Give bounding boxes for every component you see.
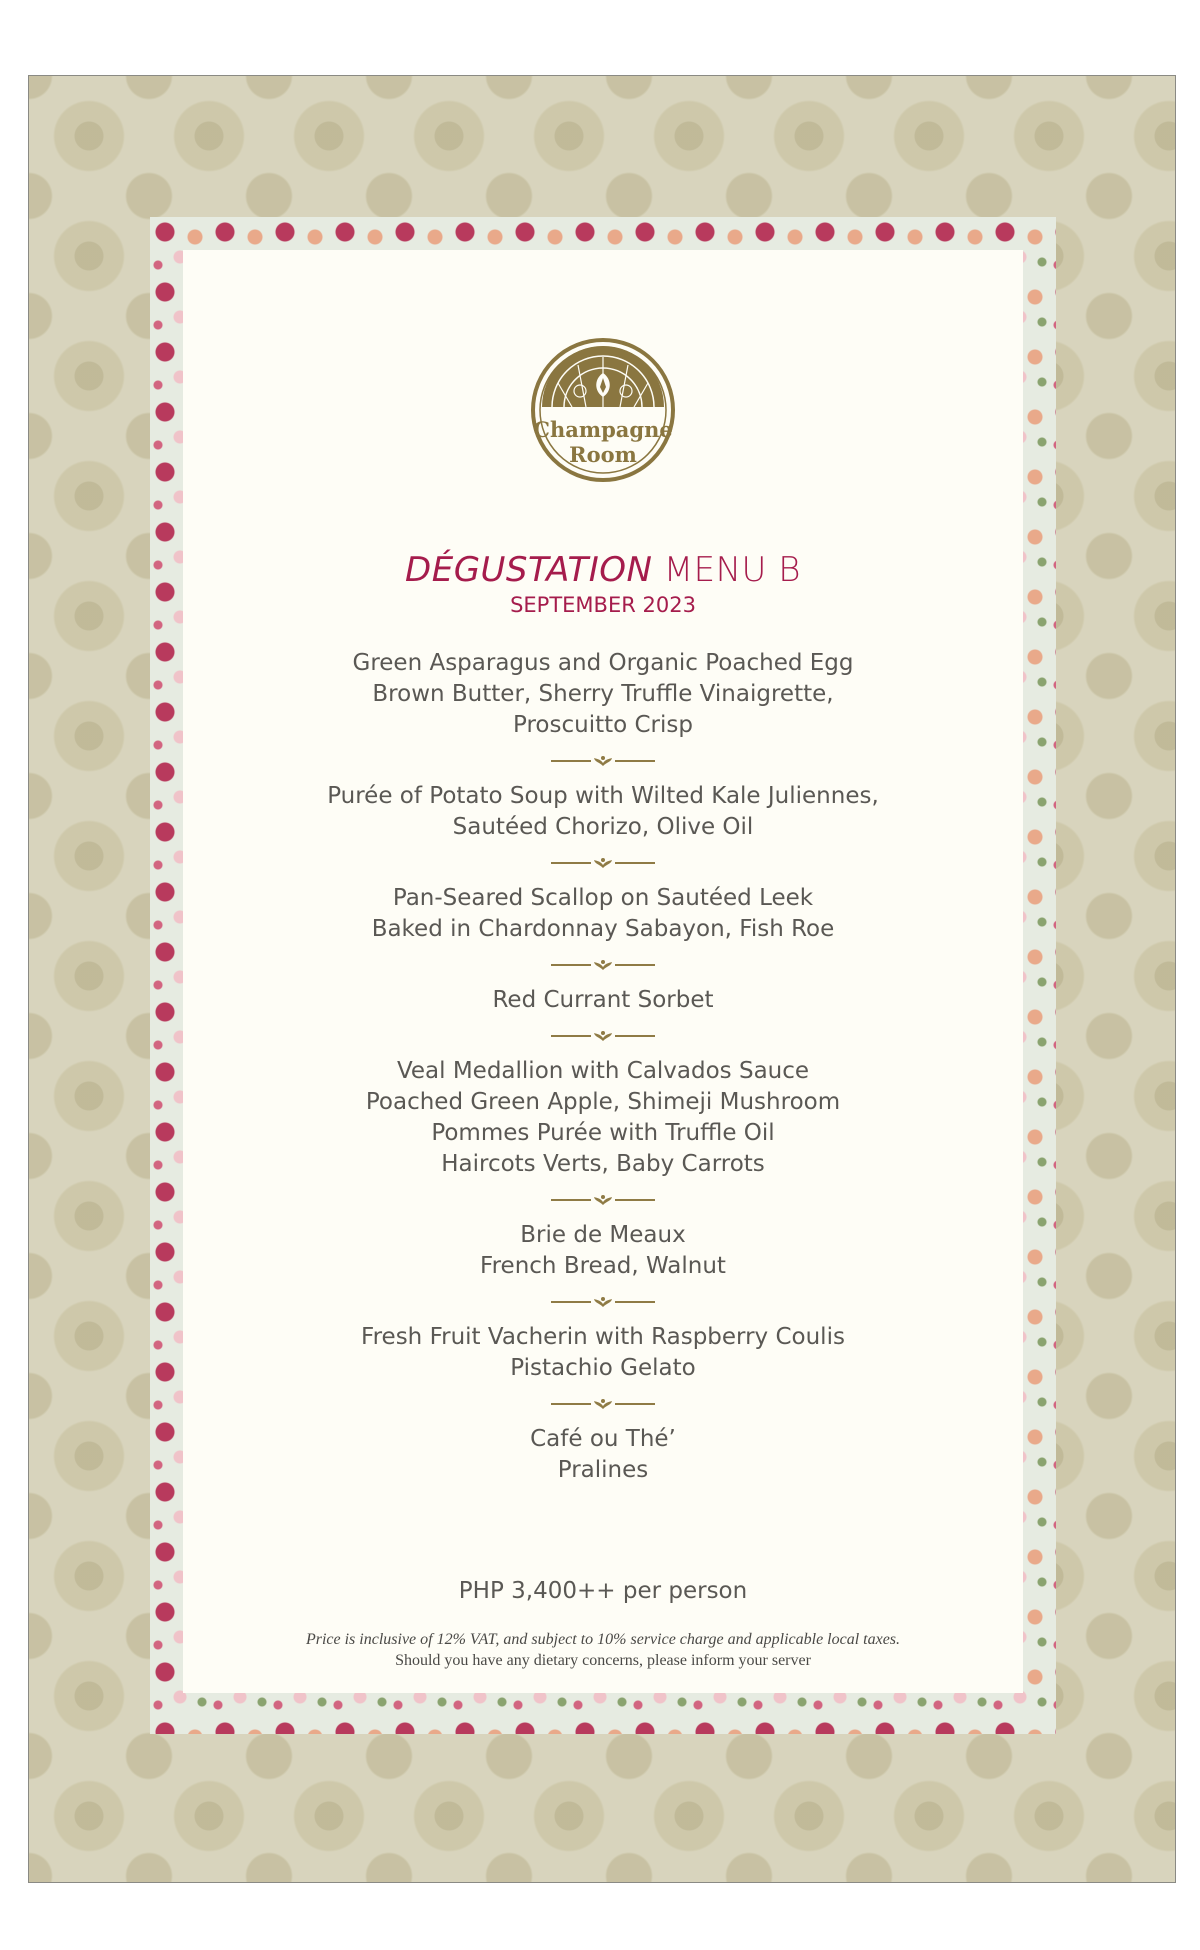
course-item: [183, 1056, 1023, 1180]
fleuron-divider-icon: [593, 957, 613, 973]
fleuron-divider-icon: [593, 1294, 613, 1310]
course-line: Red Currant Sorbet: [492, 987, 714, 1013]
course-line: Pan-Seared Scallop on Sautéed Leek: [392, 885, 814, 911]
course-line: Pistachio Gelato: [510, 1355, 696, 1381]
fleuron-divider-icon: [593, 1028, 613, 1044]
course-line: Haircots Verts, Baby Carrots: [441, 1151, 765, 1177]
price: PHP 3,400++ per person: [458, 1578, 748, 1604]
divider-line: [615, 964, 655, 966]
divider-line: [551, 1199, 591, 1201]
course-line: Fresh Fruit Vacherin with Raspberry Coulis: [361, 1324, 845, 1350]
course-divider: [183, 1016, 1023, 1056]
course-line: Pralines: [557, 1457, 649, 1483]
course-line: Purée of Potato Soup with Wilted Kale Juliennes,: [327, 783, 879, 809]
divider-line: [551, 1301, 591, 1303]
dietary-note: Should you have any dietary concerns, please inform your server: [395, 1652, 811, 1669]
course-line: Café ou Thé’: [530, 1426, 676, 1452]
fleuron-divider-icon: [593, 753, 613, 769]
logo-text-line2: Room: [569, 442, 637, 467]
divider-line: [615, 760, 655, 762]
course-line: Brie de Meaux: [520, 1222, 686, 1248]
divider-line: [551, 964, 591, 966]
course-list: [183, 648, 1023, 1486]
menu-title-italic: DÉGUSTATION: [405, 550, 653, 590]
course-line: French Bread, Walnut: [480, 1253, 726, 1279]
course-item: [183, 781, 1023, 843]
course-divider: [183, 1180, 1023, 1220]
divider-line: [615, 1403, 655, 1405]
menu-date: SEPTEMBER 2023: [510, 593, 696, 617]
divider-line: [551, 760, 591, 762]
course-divider: [183, 741, 1023, 781]
fleuron-divider-icon: [593, 1396, 613, 1412]
tax-note: Price is inclusive of 12% VAT, and subject to 10% service charge and applicable local taxes.: [305, 1631, 901, 1648]
fleuron-divider-icon: [593, 1192, 613, 1208]
course-divider: [183, 1384, 1023, 1424]
divider-line: [615, 1301, 655, 1303]
course-item: [183, 1220, 1023, 1282]
divider-line: [551, 1035, 591, 1037]
divider-line: [551, 1403, 591, 1405]
course-line: Veal Medallion with Calvados Sauce: [396, 1058, 810, 1084]
course-line: Poached Green Apple, Shimeji Mushroom: [365, 1089, 841, 1115]
course-divider: [183, 945, 1023, 985]
course-line: Pommes Purée with Truffle Oil: [431, 1120, 775, 1146]
logo-text-line1: Champagne: [533, 417, 673, 442]
course-item: [183, 1424, 1023, 1486]
course-item: [183, 1322, 1023, 1384]
divider-line: [615, 1199, 655, 1201]
course-item: [183, 985, 1023, 1016]
divider-line: [551, 862, 591, 864]
course-line: Brown Butter, Sherry Truffle Vinaigrette,: [372, 681, 834, 707]
course-line: Proscuitto Crisp: [513, 712, 693, 738]
course-divider: [183, 1282, 1023, 1322]
course-line: Sautéed Chorizo, Olive Oil: [452, 814, 754, 840]
course-item: [183, 883, 1023, 945]
course-divider: [183, 843, 1023, 883]
divider-line: [615, 862, 655, 864]
menu-title: [183, 549, 1023, 591]
course-item: [183, 648, 1023, 741]
fleuron-divider-icon: [593, 855, 613, 871]
champagne-room-logo: [528, 335, 678, 485]
menu-title-rest: MENU B: [652, 550, 801, 590]
divider-line: [615, 1035, 655, 1037]
course-line: Baked in Chardonnay Sabayon, Fish Roe: [371, 916, 835, 942]
course-line: Green Asparagus and Organic Poached Egg: [352, 650, 854, 676]
